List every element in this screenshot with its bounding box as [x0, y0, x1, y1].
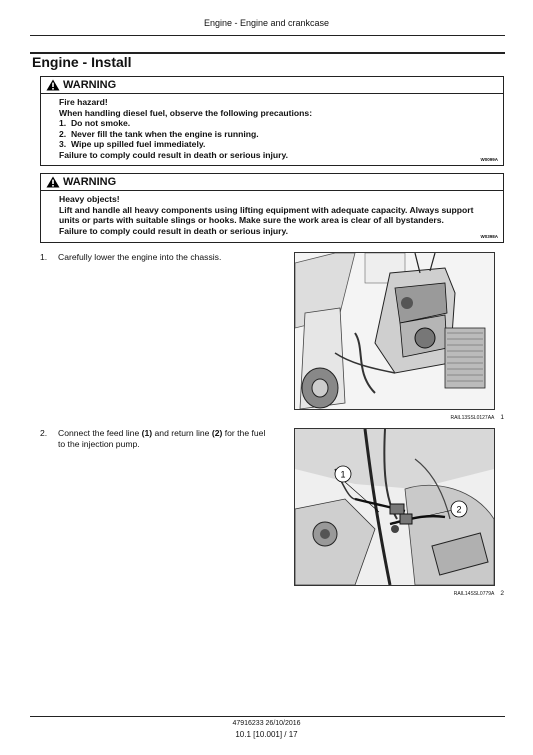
warning-line: Failure to comply could result in death or serious injury. — [59, 149, 289, 160]
step-1 — [40, 252, 280, 263]
figure-caption — [330, 590, 504, 597]
step-text: Connect the feed line (1) and return line (2) for the fuel to the injection pump. — [58, 428, 266, 449]
doc-id: 47916233 26/10/2016 — [232, 720, 301, 727]
warning-box-fire — [40, 76, 504, 166]
header-rule — [30, 35, 505, 36]
warning-header — [41, 77, 503, 94]
step-text: Carefully lower the engine into the chassis. — [58, 252, 222, 262]
running-header: Engine - Engine and crankcase — [203, 18, 330, 28]
step-number: 1. — [40, 252, 48, 262]
fuel-lines-photo — [295, 429, 494, 585]
step-2 — [40, 428, 280, 450]
warning-line: units or parts with suitable slings or hooks. Make sure the work area is clear of all bystanders. — [59, 215, 444, 226]
figure-fuel-lines — [294, 428, 495, 586]
warning-line: When handling diesel fuel, observe the following precautions: — [59, 107, 313, 118]
figure-caption — [330, 414, 504, 421]
engine-photo — [295, 253, 494, 409]
warning-triangle-icon — [46, 176, 60, 188]
warning-line: 3. Wipe up spilled fuel immediately. — [59, 139, 206, 150]
step-number: 2. — [40, 428, 48, 438]
warning-triangle-icon — [46, 79, 60, 91]
callout-label: 1 — [340, 469, 346, 480]
warning-heading: WARNING — [63, 79, 117, 91]
warning-code: W0099A — [480, 157, 498, 162]
callout-label: 2 — [456, 504, 462, 515]
figure-engine-lowering — [294, 252, 495, 410]
warning-line: Failure to comply could result in death or serious injury. — [59, 225, 289, 236]
warning-box-heavy — [40, 173, 504, 243]
figure-number: 1 — [500, 414, 504, 421]
callout-ref-1: (1) — [141, 428, 153, 438]
page-number: 10.1 [10.001] / 17 — [235, 730, 298, 739]
figure-ref: RAIL13SSL0127AA — [450, 415, 495, 421]
footer-rule — [30, 716, 505, 717]
callout-ref-2: (2) — [211, 428, 223, 438]
warning-line: Fire hazard! — [59, 97, 108, 107]
warning-line: Lift and handle all heavy components using lifting equipment with adequate capacity. Always support — [59, 204, 474, 215]
warning-line: 1. Do not smoke. — [59, 118, 131, 129]
figure-number: 2 — [500, 590, 504, 597]
warning-line: 2. Never fill the tank when the engine is running. — [59, 128, 259, 139]
warning-header — [41, 174, 503, 191]
page-title: Engine - Install — [32, 54, 132, 70]
warning-code: W0398A — [480, 234, 498, 239]
warning-heading: WARNING — [63, 176, 117, 188]
figure-ref: RAIL14SSL0779A — [453, 591, 495, 597]
warning-line: Heavy objects! — [59, 194, 120, 204]
